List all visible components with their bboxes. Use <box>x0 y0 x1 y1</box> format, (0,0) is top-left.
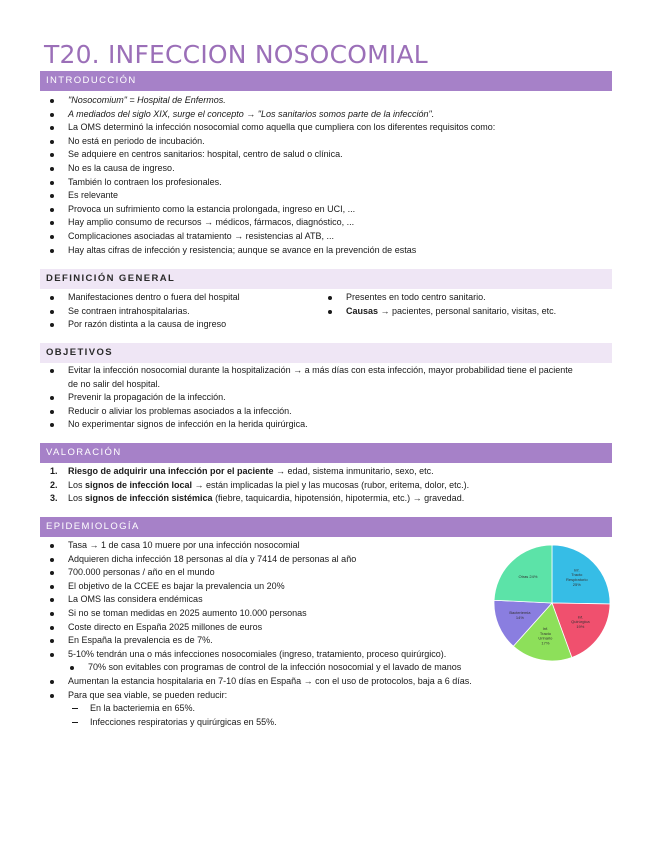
pie-slice-label: Otras 24% <box>518 573 538 579</box>
epidemiologia-list <box>50 539 490 729</box>
list-item: El objetivo de la CCEE es bajar la prevalencia un 20% <box>50 580 490 594</box>
list-sub-item: 70% son evitables con programas de control de la infección nosocomial y el lavado de manos <box>50 661 490 675</box>
page-title: T20. INFECCION NOSOCOMIAL <box>44 40 428 69</box>
causas-text: → pacientes, personal sanitario, visitas, etc. <box>378 305 557 316</box>
item-bold: signos de infección sistémica <box>85 493 213 504</box>
list-item: Tasa → 1 de casa 10 muere por una infección nosocomial <box>50 539 490 553</box>
section-heading-definicion: DEFINICIÓN GENERAL <box>40 269 612 289</box>
list-item: Manifestaciones dentro o fuera del hospital <box>50 291 240 305</box>
item-number: 3. <box>50 493 58 504</box>
list-item: No es la causa de ingreso. <box>50 162 610 176</box>
list-item: A mediados del siglo XIX, surge el concepto → "Los sanitarios somos parte de la infección". <box>50 108 610 122</box>
item-prefix: Los <box>68 479 86 490</box>
item-prefix: Los <box>68 493 86 504</box>
list-item: No está en periodo de incubación. <box>50 135 610 149</box>
section-heading-introduccion: INTRODUCCIÓN <box>40 71 612 91</box>
introduccion-list <box>50 94 610 257</box>
objetivos-list <box>50 364 580 432</box>
list-item: Hay amplio consumo de recursos → médicos, fármacos, diagnóstico, ... <box>50 216 610 230</box>
item-bold: Riesgo de adquirir una infección por el paciente <box>68 466 274 476</box>
list-item: Evitar la infección nosocomial durante la hospitalización → a más días con esta infección, mayor probabilidad tiene el paciente de no salir del hospital. <box>50 364 580 391</box>
list-item: Coste directo en España 2025 millones de euros <box>50 621 490 635</box>
list-item: Adquieren dicha infección 18 personas al día y 7414 de personas al año <box>50 553 490 567</box>
list-item: Aumentan la estancia hospitalaria en 7-10 días en España → con el uso de protocolos, baja a 6 días. <box>50 675 490 689</box>
definicion-right-list <box>328 291 556 318</box>
item-bold: signos de infección local <box>85 479 193 490</box>
list-item: Se contraen intrahospitalarias. <box>50 305 240 319</box>
section-heading-epidemiologia: EPIDEMIOLOGÍA <box>40 517 612 537</box>
pie-slice-label: Inf. Tracto Respiratorio 25% <box>566 567 588 587</box>
list-item <box>50 479 610 493</box>
list-item: No experimentar signos de infección en la herida quirúrgica. <box>50 418 580 432</box>
list-item: Se adquiere en centros sanitarios: hospital, centro de salud o clínica. <box>50 148 610 162</box>
list-item: "Nosocomium" = Hospital de Enfermos. <box>50 94 610 108</box>
list-item: En España la prevalencia es de 7%. <box>50 634 490 648</box>
list-item: Por razón distinta a la causa de ingreso <box>50 318 240 332</box>
list-item <box>328 305 556 319</box>
list-item: Presentes en todo centro sanitario. <box>328 291 556 305</box>
pie-slice-label: Inf. Tracto Urinario 17% <box>538 625 553 646</box>
list-item: Complicaciones asociadas al tratamiento → resistencias al ATB, ... <box>50 230 610 244</box>
section-heading-objetivos: OBJETIVOS <box>40 343 612 363</box>
list-item <box>50 465 610 479</box>
list-item: Hay altas cifras de infección y resistencia; aunque se avance en la prevención de estas <box>50 244 610 258</box>
item-number: 2. <box>50 479 58 490</box>
list-item: Para que sea viable, se pueden reducir: <box>50 689 490 703</box>
list-item: Si no se toman medidas en 2025 aumento 10.000 personas <box>50 607 490 621</box>
causas-label: Causas <box>346 305 379 316</box>
list-item: La OMS las considera endémicas <box>50 593 490 607</box>
list-dash-item: Infecciones respiratorias y quirúrgicas en 55%. <box>50 716 490 730</box>
pie-slice-label: Bacteriemia 14% <box>509 610 531 620</box>
valoracion-list <box>50 465 610 506</box>
list-dash-item: En la bacteriemia en 65%. <box>50 702 490 716</box>
pie-slice-label: Inf. Quirúrgica 19% <box>571 614 590 629</box>
item-rest: → están implicadas la piel y las mucosas (rubor, eritema, dolor, etc.). <box>192 479 470 490</box>
list-item: Reducir o aliviar los problemas asociados a la infección. <box>50 405 580 419</box>
list-item: También lo contraen los profesionales. <box>50 176 610 190</box>
list-item: Es relevante <box>50 189 610 203</box>
item-rest: → edad, sistema inmunitario, sexo, etc. <box>273 466 434 476</box>
list-item: La OMS determinó la infección nosocomial como aquella que cumpliera con los diferentes requisitos como: <box>50 121 610 135</box>
list-item: Prevenir la propagación de la infección. <box>50 391 580 405</box>
section-heading-valoracion: VALORACIÓN <box>40 443 612 463</box>
list-item <box>50 492 610 506</box>
infection-type-pie-chart <box>492 543 612 663</box>
list-item: 700.000 personas / año en el mundo <box>50 566 490 580</box>
definicion-left-list <box>50 291 240 332</box>
list-item: Provoca un sufrimiento como la estancia prolongada, ingreso en UCI, ... <box>50 203 610 217</box>
list-item: 5-10% tendrán una o más infecciones nosocomiales (ingreso, tratamiento, proceso quirúrgico). <box>50 648 490 662</box>
item-rest: (fiebre, taquicardia, hipotensión, hipotermia, etc.) → gravedad. <box>212 493 465 504</box>
item-number: 1. <box>50 466 58 476</box>
